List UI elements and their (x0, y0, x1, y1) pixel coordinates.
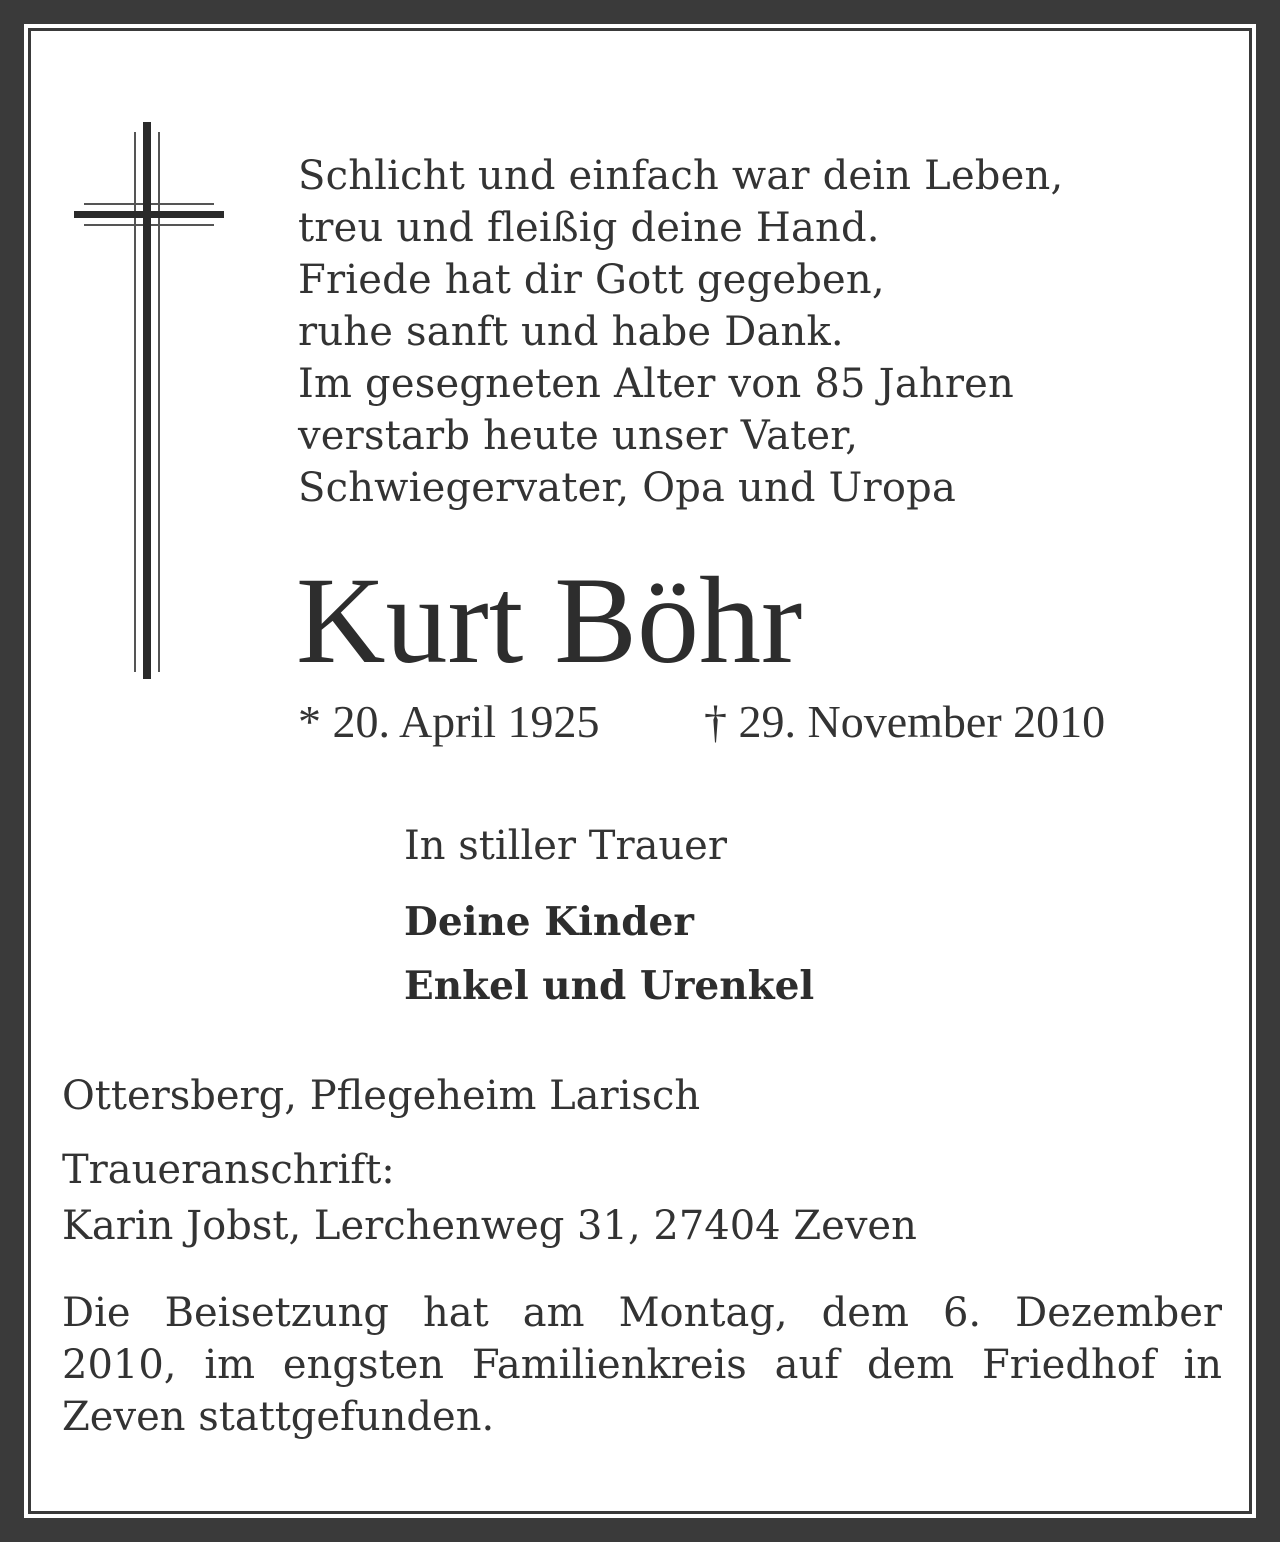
verse-line: Schlicht und einfach war dein Leben, (298, 153, 1064, 199)
condolence-address (62, 1142, 917, 1254)
memorial-verse (298, 150, 1178, 514)
verse-line: Im gesegneten Alter von 85 Jahren (298, 361, 1015, 407)
verse-line: Friede hat dir Gott gegeben, (298, 257, 885, 303)
address-label: Traueranschrift: (62, 1147, 395, 1193)
deceased-name: Kurt Böhr (296, 552, 803, 689)
burial-notice (62, 1287, 1222, 1443)
cross-horizontal-bar (74, 211, 224, 218)
mourning-intro: In stiller Trauer (404, 823, 727, 869)
verse-line: Schwiegervater, Opa und Uropa (298, 465, 956, 511)
place-of-death: Ottersberg, Pflegeheim Larisch (62, 1073, 701, 1119)
death-date: † 29. November 2010 (704, 696, 1106, 747)
burial-line: 2010, im engsten Familienkreis auf dem Friedhof in (62, 1342, 1222, 1388)
cross-vertical-bar (143, 122, 151, 679)
mourners-list (404, 890, 814, 1018)
cross-icon (74, 122, 224, 679)
address-value: Karin Jobst, Lerchenweg 31, 27404 Zeven (62, 1203, 917, 1249)
mourner-line: Deine Kinder (404, 899, 694, 945)
burial-line: Zeven stattgefunden. (62, 1394, 495, 1440)
mourner-line: Enkel und Urenkel (404, 963, 815, 1009)
burial-line: Die Beisetzung hat am Montag, dem 6. Dezember (62, 1290, 1222, 1336)
birth-date: * 20. April 1925 (298, 696, 600, 747)
verse-line: ruhe sanft und habe Dank. (298, 309, 844, 355)
verse-line: treu und fleißig deine Hand. (298, 205, 880, 251)
life-dates (298, 694, 1106, 750)
verse-line: verstarb heute unser Vater, (298, 413, 859, 459)
